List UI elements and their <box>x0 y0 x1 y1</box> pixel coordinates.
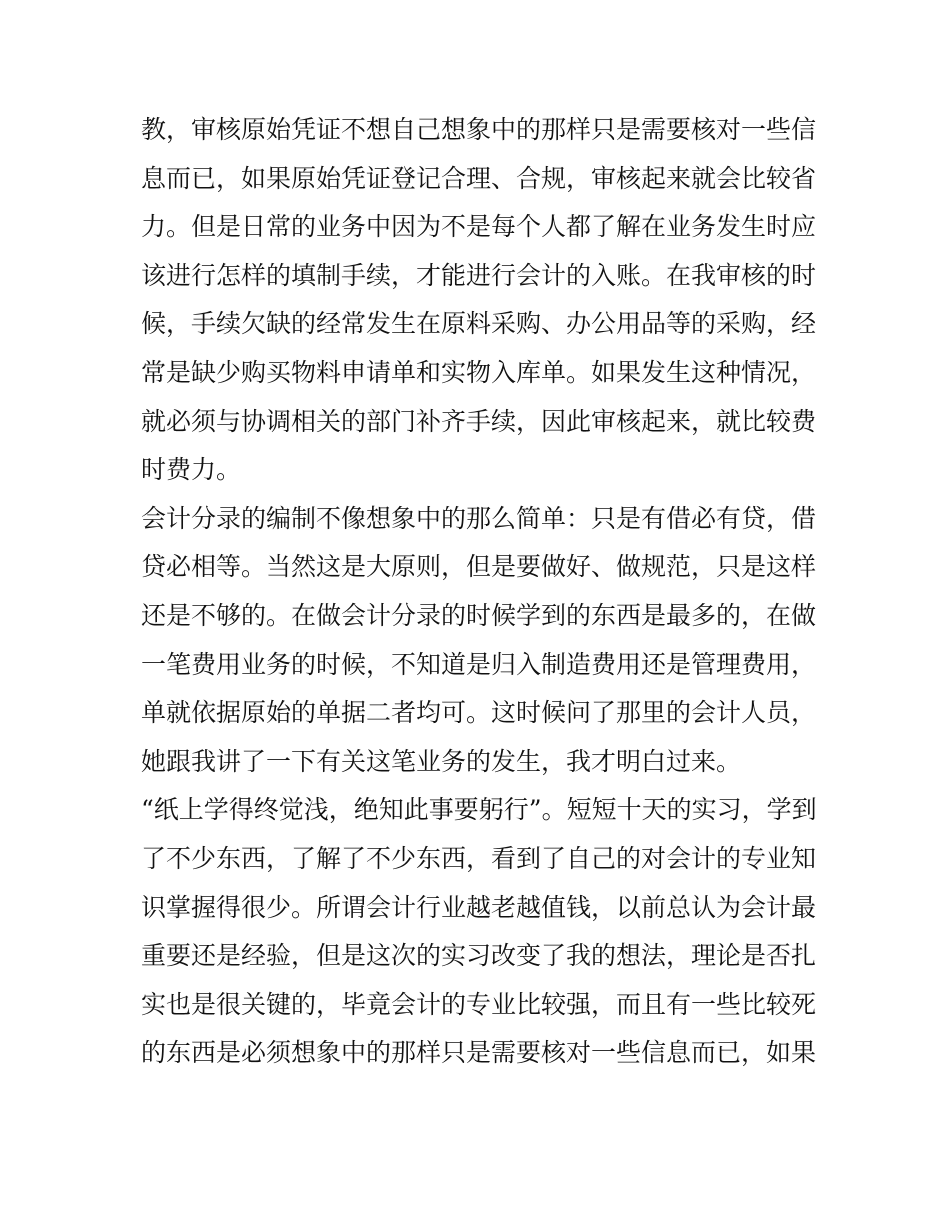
text-line-15: “纸上学得终觉浅，绝知此事要躬行”。短短十天的实习，学到 <box>141 795 817 825</box>
text-line-18: 重要还是经验，但是这次的实习改变了我的想法，理论是否扎 <box>141 941 817 971</box>
text-line-8: 时费力。 <box>141 455 242 485</box>
text-line-4: 该进行怎样的填制手续，才能进行会计的入账。在我审核的时 <box>141 260 817 290</box>
text-line-14: 她跟我讲了一下有关这笔业务的发生，我才明白过来。 <box>141 746 742 776</box>
text-line-10: 贷必相等。当然这是大原则，但是要做好、做规范，只是这样 <box>141 552 817 582</box>
text-line-5: 候，手续欠缺的经常发生在原料采购、办公用品等的采购，经 <box>141 309 817 339</box>
text-line-3: 力。但是日常的业务中因为不是每个人都了解在业务发生时应 <box>141 212 817 242</box>
text-line-20: 的东西是必须想象中的那样只是需要核对一些信息而已，如果 <box>141 1038 817 1068</box>
text-line-19: 实也是很关键的，毕竟会计的专业比较强，而且有一些比较死 <box>141 989 817 1019</box>
text-line-16: 了不少东西，了解了不少东西，看到了自己的对会计的专业知 <box>141 843 817 873</box>
text-line-17: 识掌握得很少。所谓会计行业越老越值钱，以前总认为会计最 <box>141 892 817 922</box>
text-line-7: 就必须与协调相关的部门补齐手续，因此审核起来，就比较费 <box>141 406 817 436</box>
text-line-13: 单就依据原始的单据二者均可。这时候问了那里的会计人员， <box>141 698 817 728</box>
text-line-9: 会计分录的编制不像想象中的那么简单：只是有借必有贷，借 <box>141 503 817 533</box>
text-line-12: 一笔费用业务的时候，不知道是归入制造费用还是管理费用， <box>141 649 817 679</box>
body-text <box>141 106 821 1078</box>
text-line-1: 教，审核原始凭证不想自己想象中的那样只是需要核对一些信 <box>141 115 817 144</box>
text-line-11: 还是不够的。在做会计分录的时候学到的东西是最多的，在做 <box>141 600 817 630</box>
text-line-6: 常是缺少购买物料申请单和实物入库单。如果发生这种情况， <box>141 357 817 387</box>
text-line-2: 息而已，如果原始凭证登记合理、合规，审核起来就会比较省 <box>141 163 817 193</box>
